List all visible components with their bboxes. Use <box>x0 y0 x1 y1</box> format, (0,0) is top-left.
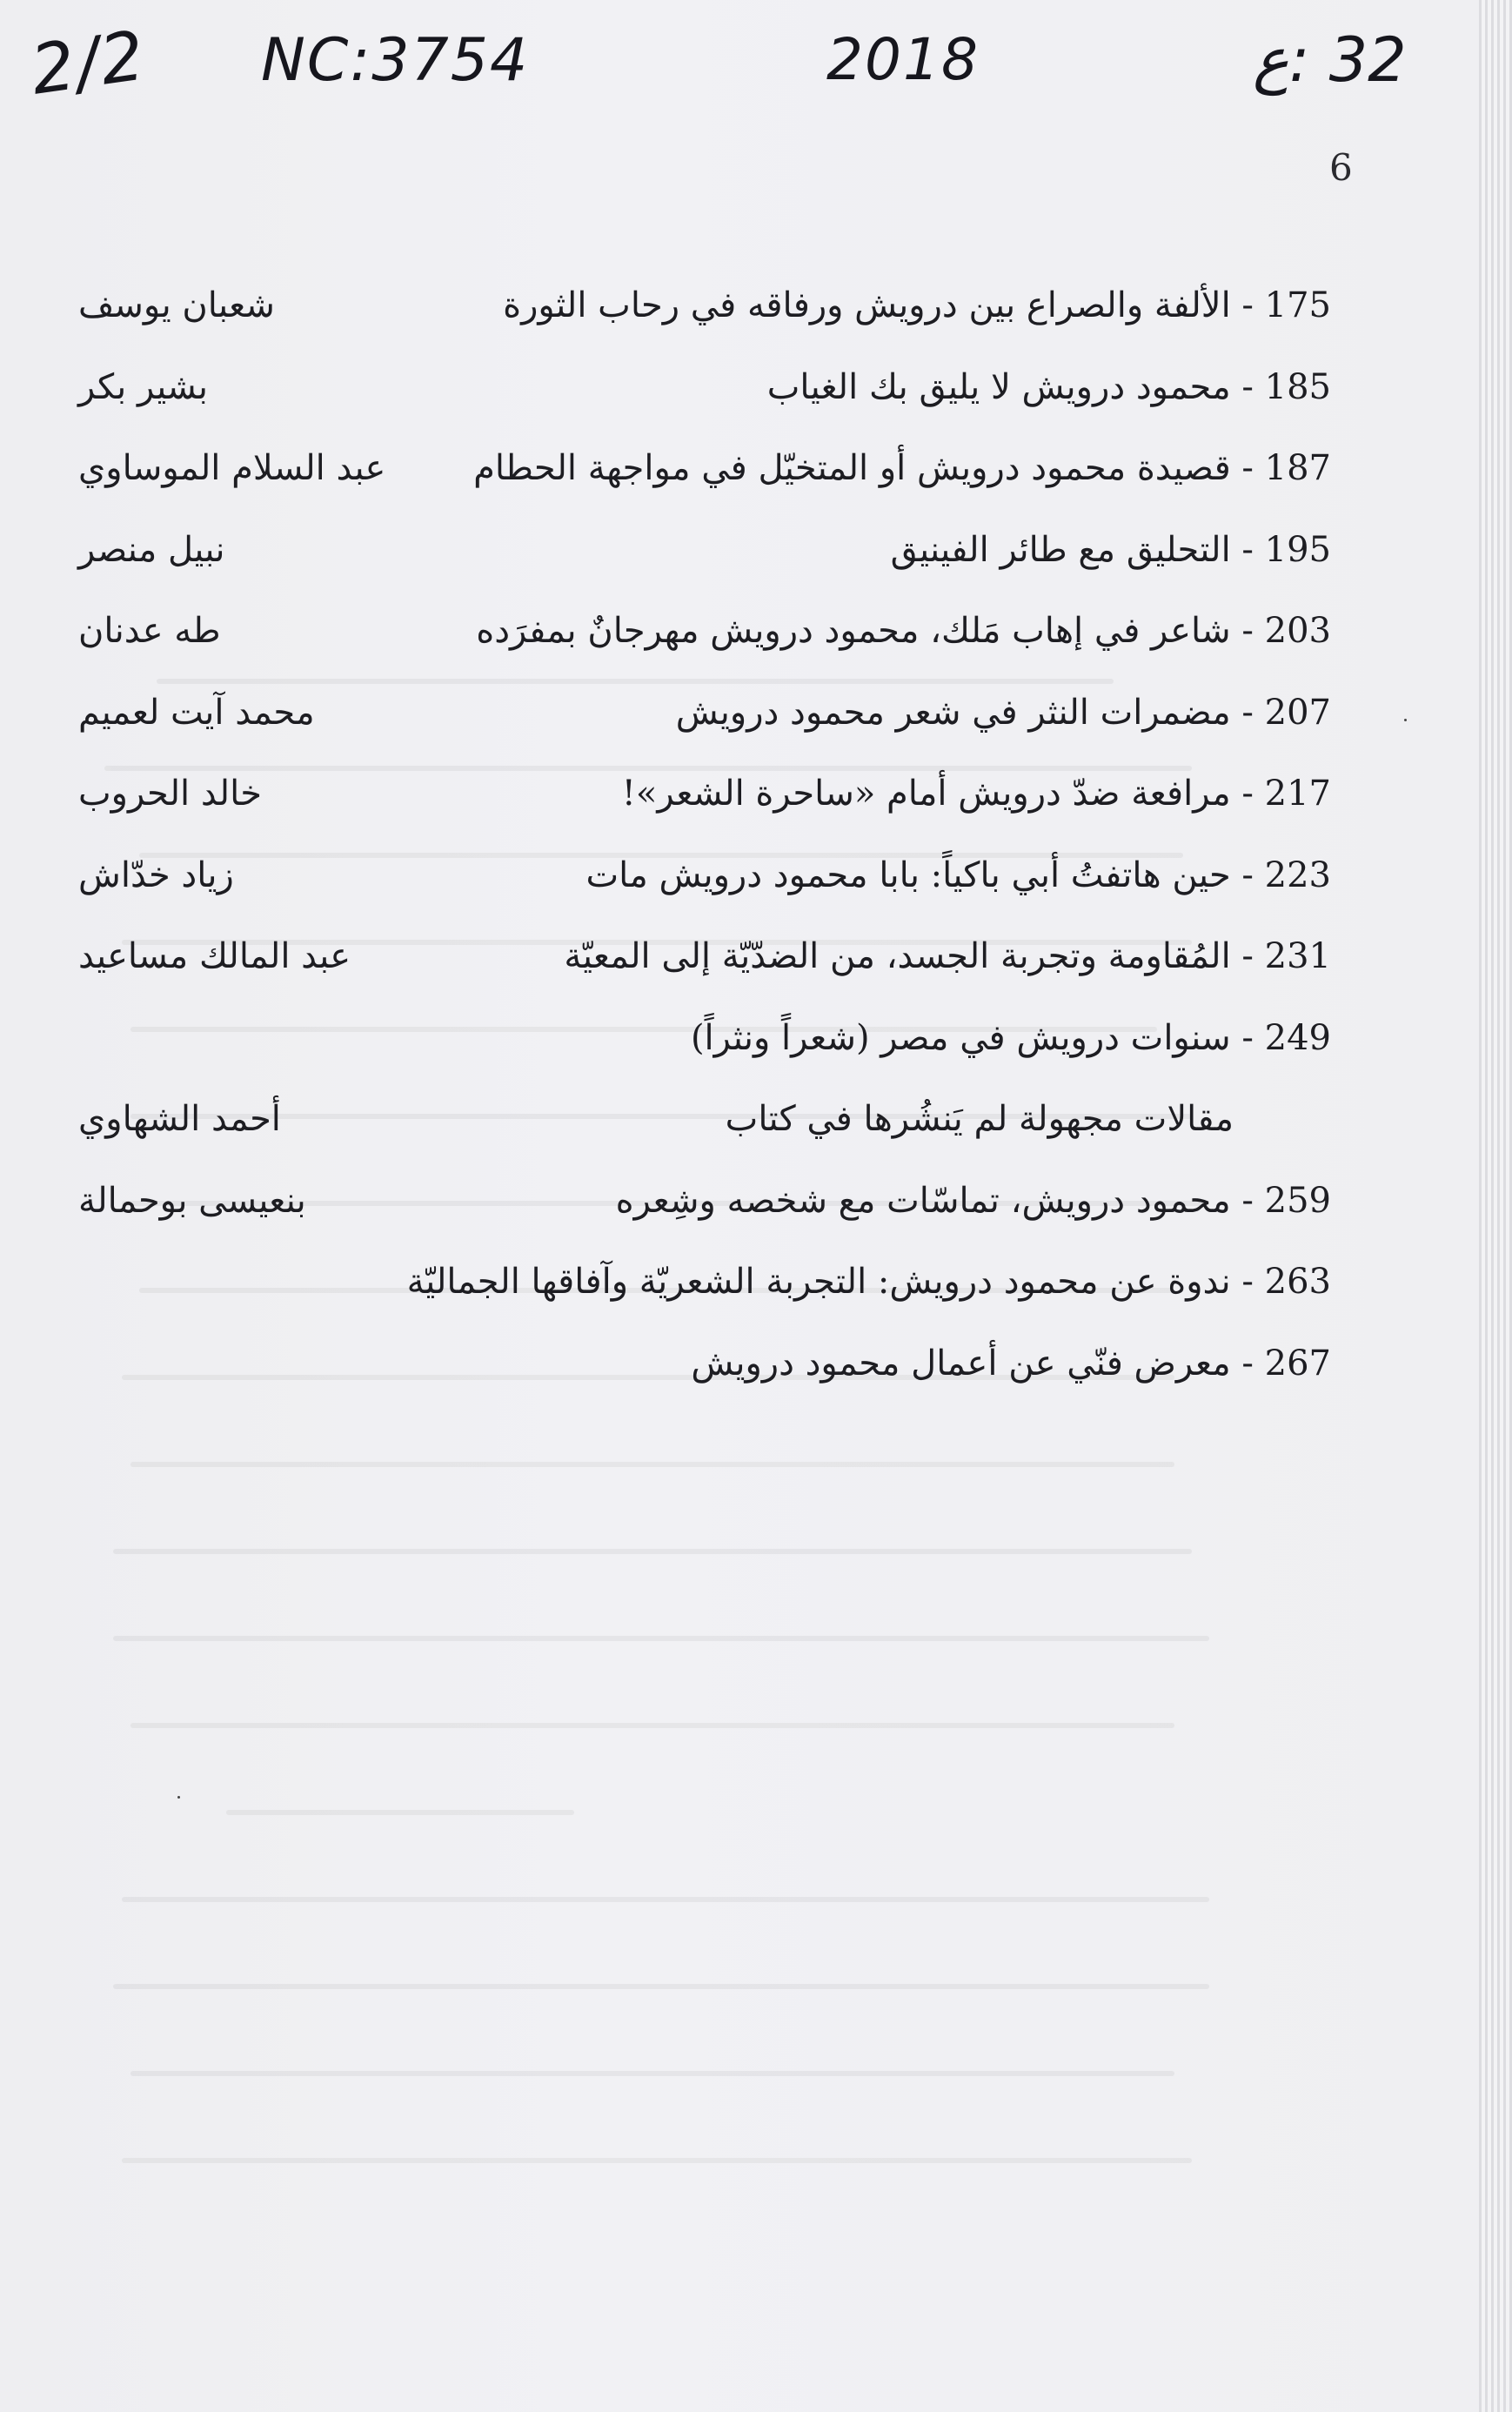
toc-page: 223 <box>1264 854 1331 895</box>
toc-page: 207 <box>1264 692 1331 733</box>
toc-title: مرافعة ضدّ درويش أمام «ساحرة الشعر»! <box>621 774 1231 814</box>
toc-page: 185 <box>1264 366 1331 407</box>
toc-author: عبد السلام الموساوي <box>78 448 386 488</box>
toc-author: نبيل منصر <box>78 529 225 570</box>
toc-row <box>78 358 1331 440</box>
toc-entry: 175 - الألفة والصراع بين درويش ورفاقه في رحاب الثورة <box>503 285 1331 325</box>
toc-title: حين هاتفتُ أبي باكياً: بابا محمود درويش مات <box>585 854 1231 895</box>
toc-page: 175 <box>1264 285 1331 325</box>
toc-entry-continuation <box>726 1090 1234 1148</box>
toc-entry: 187 - قصيدة محمود درويش أو المتخيّل في مواجهة الحطام <box>473 448 1331 488</box>
toc-title: معرض فنّي عن أعمال محمود درويش <box>691 1343 1231 1384</box>
toc-entry: 249 - سنوات درويش في مصر (شعراً ونثراً) <box>690 1017 1331 1058</box>
toc-entry: 195 - التحليق مع طائر الفينيق <box>890 529 1331 570</box>
toc-entry: 203 - شاعر في إهاب مَلك، محمود درويش مهرجانٌ بمفرَده <box>476 611 1331 651</box>
toc-title: شاعر في إهاب مَلك، محمود درويش مهرجانٌ بمفرَده <box>476 611 1231 651</box>
toc-entry: 267 - معرض فنّي عن أعمال محمود درويش <box>691 1343 1331 1384</box>
toc-page: 187 <box>1264 448 1331 488</box>
toc-row <box>78 1253 1331 1335</box>
toc-page: 231 <box>1264 936 1331 976</box>
handwritten-fraction: 2/2 <box>26 17 151 111</box>
toc-title: ندوة عن محمود درويش: التجربة الشعريّة وآفاقها الجماليّة <box>406 1262 1231 1302</box>
toc-row <box>78 1335 1331 1417</box>
toc-page: 217 <box>1264 774 1331 814</box>
toc-row <box>78 521 1331 603</box>
toc-row <box>78 847 1331 928</box>
toc-author: بنعيسى بوحمالة <box>78 1180 306 1221</box>
handwritten-year: 2018 <box>826 26 980 93</box>
toc-entry: 185 - محمود درويش لا يليق بك الغياب <box>766 366 1331 407</box>
toc-page: 195 <box>1264 529 1331 570</box>
toc-entry: 263 - ندوة عن محمود درويش: التجربة الشعريّة وآفاقها الجماليّة <box>406 1262 1331 1302</box>
toc-row <box>78 277 1331 358</box>
handwritten-catalog-code: NC:3754 <box>261 26 530 95</box>
toc-row <box>78 602 1331 684</box>
toc-row <box>78 928 1331 1009</box>
toc-author: زياد خدّاش <box>78 854 234 895</box>
toc-page: 203 <box>1264 611 1331 651</box>
toc-row <box>78 684 1331 766</box>
toc-entry: 231 - المُقاومة وتجربة الجسد، من الضدّيّة إلى المعيّة <box>564 936 1331 976</box>
toc-title: قصيدة محمود درويش أو المتخيّل في مواجهة الحطام <box>473 448 1231 488</box>
toc-entry: 223 - حين هاتفتُ أبي باكياً: بابا محمود درويش مات <box>585 854 1331 895</box>
toc-page: 249 <box>1264 1017 1331 1058</box>
toc-page: 263 <box>1264 1262 1331 1302</box>
toc-page: 267 <box>1264 1343 1331 1384</box>
toc-author: أحمد الشهاوي <box>78 1099 281 1139</box>
toc-row <box>78 1172 1331 1254</box>
toc-author: محمد آيت لعميم <box>78 692 315 733</box>
toc-title: التحليق مع طائر الفينيق <box>890 529 1231 570</box>
toc-row <box>78 1009 1331 1091</box>
toc-entry: 217 - مرافعة ضدّ درويش أمام «ساحرة الشعر»! <box>621 774 1331 814</box>
toc-entry: 207 - مضمرات النثر في شعر محمود درويش <box>675 692 1331 733</box>
toc-author: عبد المالك مساعيد <box>78 936 351 976</box>
toc-author: بشير بكر <box>78 366 208 407</box>
page-number: 6 <box>1329 146 1353 189</box>
speck <box>1404 719 1407 721</box>
toc-title: المُقاومة وتجربة الجسد، من الضدّيّة إلى المعيّة <box>564 936 1231 976</box>
toc-title: مضمرات النثر في شعر محمود درويش <box>675 692 1231 733</box>
toc-row <box>78 765 1331 847</box>
toc-title: سنوات درويش في مصر (شعراً ونثراً) <box>690 1017 1231 1058</box>
toc-entry: 259 - محمود درويش، تماسّات مع شخصه وشِعره <box>615 1180 1331 1221</box>
speck <box>177 1796 180 1799</box>
toc-title: محمود درويش، تماسّات مع شخصه وشِعره <box>615 1180 1231 1221</box>
table-of-contents <box>78 277 1331 1416</box>
page-stack-edge <box>1479 0 1512 2412</box>
handwritten-count: 32 :ع <box>1253 24 1407 96</box>
toc-title: الألفة والصراع بين درويش ورفاقه في رحاب الثورة <box>503 285 1231 325</box>
toc-row <box>78 1090 1331 1172</box>
toc-page: 259 <box>1264 1180 1331 1221</box>
toc-author: طه عدنان <box>78 611 221 651</box>
toc-title: مقالات مجهولة لم يَنشُرها في كتاب <box>725 1099 1234 1139</box>
toc-row <box>78 439 1331 521</box>
toc-title: محمود درويش لا يليق بك الغياب <box>766 366 1231 407</box>
toc-author: خالد الحروب <box>78 774 262 814</box>
toc-author: شعبان يوسف <box>78 285 275 325</box>
